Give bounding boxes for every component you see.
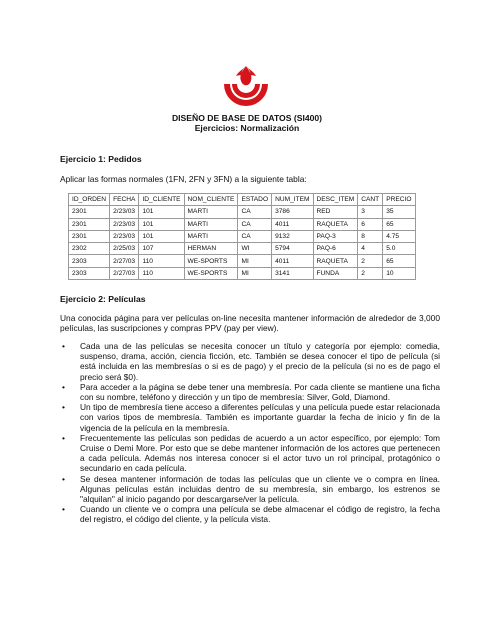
table-body bbox=[69, 206, 416, 280]
table-cell: MI bbox=[238, 255, 272, 267]
table-cell: 5.0 bbox=[383, 243, 415, 255]
table-row bbox=[69, 243, 416, 255]
exercise1-instruction: Aplicar las formas normales (1FN, 2FN y 3FN) a la siguiente tabla: bbox=[60, 174, 307, 184]
list-item bbox=[60, 341, 440, 382]
table-cell: 4011 bbox=[272, 255, 313, 267]
column-header: PRECIO bbox=[383, 194, 415, 206]
table-row bbox=[69, 206, 416, 218]
list-item bbox=[60, 504, 440, 524]
column-header: ID_ORDEN bbox=[69, 194, 110, 206]
table-cell: HERMAN bbox=[184, 243, 238, 255]
table-cell: 8 bbox=[358, 230, 383, 242]
table-cell: 2/27/03 bbox=[110, 267, 139, 279]
bullet-icon: • bbox=[62, 402, 65, 413]
table-row bbox=[69, 230, 416, 242]
table-cell: MARTI bbox=[184, 218, 238, 230]
document-subtitle: Ejercicios: Normalización bbox=[194, 123, 300, 133]
column-header: NUM_ITEM bbox=[272, 194, 313, 206]
table-cell: 101 bbox=[139, 230, 184, 242]
exercise2-heading: Ejercicio 2: Películas bbox=[60, 294, 146, 304]
column-header: FECHA bbox=[110, 194, 139, 206]
exercise2-intro: Una conocida página para ver películas on-line necesita mantener información de alrededor de 3,000 películas, las suscripciones y compras PPV (pay per view). bbox=[60, 313, 440, 334]
table-header-row bbox=[69, 194, 416, 206]
table-cell: 6 bbox=[358, 218, 383, 230]
list-item bbox=[60, 382, 440, 402]
list-item bbox=[60, 402, 440, 433]
exercise1-heading: Ejercicio 1: Pedidos bbox=[60, 154, 142, 164]
table-cell: 2302 bbox=[69, 243, 110, 255]
table-cell: 10 bbox=[383, 267, 415, 279]
table-cell: CA bbox=[238, 230, 272, 242]
bullet-icon: • bbox=[62, 473, 65, 484]
list-item-text: Cada una de las películas se necesita conocer un título y categoría por ejemplo: comedia, suspenso, drama, acción, ciencia ficción, etc. También se desea conocer el tipo de película (si está incluida en las membresías o si es de pago) y el precio de la película (si no es de pago el precio será $0). bbox=[80, 341, 440, 382]
column-header: ESTADO bbox=[238, 194, 272, 206]
list-item-text: Se desea mantener información de todas las películas que un cliente ve o compra en línea. Algunas películas están incluidas dentro de su membresía, sin embargo, los estrenos se "alquilan" al inicio pagando por descargarse/ver la película. bbox=[80, 473, 440, 505]
table-cell: 5794 bbox=[272, 243, 313, 255]
table-cell: CA bbox=[238, 206, 272, 218]
bullet-icon: • bbox=[62, 381, 65, 392]
table-cell: 4011 bbox=[272, 218, 313, 230]
table-cell: 65 bbox=[383, 218, 415, 230]
list-item-text: Para acceder a la página se debe tener una membresía. Por cada cliente se mantiene una ficha con su nombre, teléfono y dirección y un tipo de membresía: Silver, Gold, Diamond. bbox=[80, 381, 440, 403]
table-cell: 2301 bbox=[69, 218, 110, 230]
table-row bbox=[69, 267, 416, 279]
table-cell: 9132 bbox=[272, 230, 313, 242]
table-cell: 2 bbox=[358, 267, 383, 279]
list-item-text: Frecuentemente las películas son pedidas de acuerdo a un actor específico, por ejemplo: Tom Cruise o Demi More. Por esto que se debe mantener información de los actores que pertenecen a cada película. Además nos interesa conocer si el actor tuvo un rol principal, protagónico o secundario en cada película. bbox=[80, 432, 440, 474]
table-cell: 3141 bbox=[272, 267, 313, 279]
table-cell: 2/25/03 bbox=[110, 243, 139, 255]
table-cell: 101 bbox=[139, 218, 184, 230]
column-header: NOM_CLIENTE bbox=[184, 194, 238, 206]
table-cell: 2303 bbox=[69, 267, 110, 279]
table-cell: 2 bbox=[358, 255, 383, 267]
university-logo-icon bbox=[220, 64, 272, 114]
table-cell: MI bbox=[238, 267, 272, 279]
table-cell: CA bbox=[238, 218, 272, 230]
table-cell: 107 bbox=[139, 243, 184, 255]
table-cell: 3 bbox=[358, 206, 383, 218]
list-item-text: Un tipo de membresía tiene acceso a diferentes películas y una película puede estar relacionada con varios tipos de membresía. También es importante guardar la fecha de inicio y fin de la vigencia de la película en la membresía. bbox=[80, 402, 440, 433]
requirements-list bbox=[60, 341, 440, 525]
table-cell: FUNDA bbox=[313, 267, 358, 279]
list-item-text: Cuando un cliente ve o compra una película se debe almacenar el código de registro, la fecha del registro, el código del cliente, y la película vista. bbox=[80, 504, 440, 525]
table-cell: 3786 bbox=[272, 206, 313, 218]
list-item bbox=[60, 474, 440, 505]
table-cell: 2301 bbox=[69, 230, 110, 242]
table-cell: WE-SPORTS bbox=[184, 255, 238, 267]
document-title bbox=[0, 113, 494, 133]
table-cell: 65 bbox=[383, 255, 415, 267]
column-header: CANT bbox=[358, 194, 383, 206]
list-item bbox=[60, 433, 440, 474]
course-title: DISEÑO DE BASE DE DATOS (SI400) bbox=[171, 113, 323, 123]
table-cell: RED bbox=[313, 206, 358, 218]
table-cell: MARTI bbox=[184, 230, 238, 242]
table-cell: 2303 bbox=[69, 255, 110, 267]
column-header: ID_CLIENTE bbox=[139, 194, 184, 206]
table-cell: 35 bbox=[383, 206, 415, 218]
table-cell: 2/23/03 bbox=[110, 206, 139, 218]
table-cell: PAQ-6 bbox=[313, 243, 358, 255]
table-cell: 2/23/03 bbox=[110, 230, 139, 242]
table-cell: 2/23/03 bbox=[110, 218, 139, 230]
table-cell: 101 bbox=[139, 206, 184, 218]
table-cell: WE-SPORTS bbox=[184, 267, 238, 279]
table-cell: MARTI bbox=[184, 206, 238, 218]
table-cell: RAQUETA bbox=[313, 218, 358, 230]
table-cell: PAQ-3 bbox=[313, 230, 358, 242]
table-row bbox=[69, 218, 416, 230]
table-cell: 110 bbox=[139, 267, 184, 279]
table-cell: RAQUETA bbox=[313, 255, 358, 267]
bullet-icon: • bbox=[62, 504, 65, 515]
table-cell: 4.75 bbox=[383, 230, 415, 242]
orders-table bbox=[68, 193, 416, 280]
table-cell: WI bbox=[238, 243, 272, 255]
bullet-icon: • bbox=[62, 432, 65, 443]
bullet-icon: • bbox=[62, 341, 65, 351]
table-cell: 2301 bbox=[69, 206, 110, 218]
table-cell: 110 bbox=[139, 255, 184, 267]
table-row bbox=[69, 255, 416, 267]
column-header: DESC_ITEM bbox=[313, 194, 358, 206]
table-cell: 4 bbox=[358, 243, 383, 255]
table-cell: 2/27/03 bbox=[110, 255, 139, 267]
